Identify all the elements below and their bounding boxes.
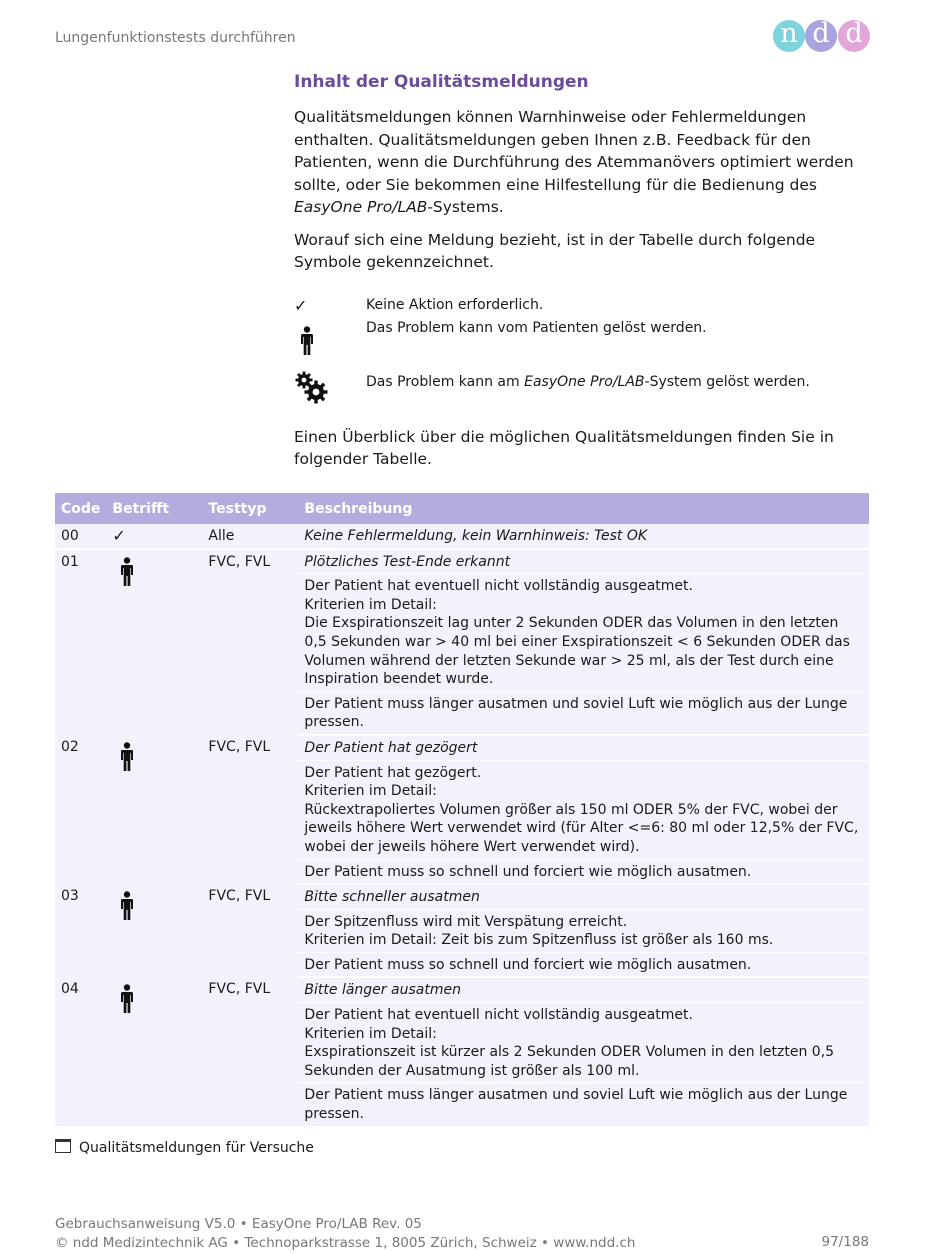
logo-letter-d1: d	[805, 20, 837, 52]
table-row: 01 FVC, FVL Plötzliches Test-Ende erkannt	[55, 549, 869, 574]
table-caption: Qualitätsmeldungen für Versuche	[55, 1139, 314, 1156]
symbol-paragraph: Worauf sich eine Meldung bezieht, ist in der Tabelle durch folgende Symbole gekennzeichnet.	[294, 230, 816, 271]
gears-icon	[294, 370, 328, 408]
table-row: 03 FVC, FVL Bitte schneller ausatmen	[55, 884, 869, 909]
check-icon: ✓	[106, 524, 202, 549]
person-icon	[106, 549, 202, 735]
logo-letter-d2: d	[838, 20, 870, 52]
intro-paragraph: Qualitätsmeldungen können Warnhinweise oder Fehlermeldungen enthalten. Qualitätsmeldungen geben Ihnen z.B. Feedback für den Patienten, wenn die Durchführung des Atemmanövers optimiert werden sollte, oder Sie bekommen eine Hilfestellung für die Bedienung des EasyOne Pro/LAB-Systems.	[294, 108, 854, 216]
header-betrifft: Betrifft	[106, 493, 202, 524]
table-row: 02 FVC, FVL Der Patient hat gezögert	[55, 735, 869, 760]
ndd-logo	[773, 20, 871, 52]
page-number: 97/188	[821, 1234, 869, 1250]
section-heading: Inhalt der Qualitätsmeldungen	[294, 72, 589, 92]
legend-patient: Das Problem kann vom Patienten gelöst werden.	[294, 320, 874, 368]
table-row: 04 FVC, FVL Bitte länger ausatmen	[55, 977, 869, 1002]
person-icon	[300, 326, 314, 360]
quality-messages-table	[55, 493, 869, 1127]
action-cell: Der Patient muss länger ausatmen und soviel Luft wie möglich aus der Lunge pressen.	[298, 691, 869, 735]
detail-cell: Der Patient hat eventuell nicht vollständig ausgeatmet. Kriterien im Detail: Exspirationszeit ist kürzer als 2 Sekunden ODER Volumen in den letzten 0,5 Sekunden der Ausatmung ist größer als 100 ml.	[298, 1003, 869, 1083]
header-testtyp: Testtyp	[202, 493, 298, 524]
action-cell: Der Patient muss länger ausatmen und soviel Luft wie möglich aus der Lunge pressen.	[298, 1083, 869, 1126]
page-footer: Gebrauchsanweisung V5.0 • EasyOne Pro/LAB Rev. 05 © ndd Medizintechnik AG • Technoparkstrasse 1, 8005 Zürich, Schweiz • www.ndd.ch	[55, 1216, 636, 1251]
legend-check: ✓ Keine Aktion erforderlich.	[294, 295, 544, 315]
detail-cell: Der Patient hat eventuell nicht vollständig ausgeatmet. Kriterien im Detail: Die Exspirationszeit lag unter 2 Sekunden ODER das Volumen in den letzten 0,5 Sekunden war > 40 ml bei einer Exspirationszeit < 6 Sekunden ODER das Volumen während der letzten Sekunde war > 25 ml, als der Test durch eine Inspiration beendet wurde.	[298, 574, 869, 692]
action-cell: Der Patient muss so schnell und forciert wie möglich ausatmen.	[298, 952, 869, 977]
table-icon	[55, 1139, 71, 1153]
person-icon	[106, 884, 202, 977]
person-icon	[106, 735, 202, 884]
check-icon: ✓	[294, 295, 308, 315]
header-beschreibung: Beschreibung	[298, 493, 869, 524]
person-icon	[106, 977, 202, 1126]
section-content	[294, 72, 874, 481]
detail-cell: Der Spitzenfluss wird mit Verspätung erreicht. Kriterien im Detail: Zeit bis zum Spitzenfluss ist größer als 160 ms.	[298, 909, 869, 952]
action-cell: Der Patient muss so schnell und forciert wie möglich ausatmen.	[298, 859, 869, 884]
running-header: Lungenfunktionstests durchführen	[55, 30, 296, 46]
detail-cell: Der Patient hat gezögert. Kriterien im Detail: Rückextrapoliertes Volumen größer als 150 ml ODER 5% der FVC, wobei der jeweils höhere Wert verwendet wird (für Alter <=6: 80 ml oder 12,5% der FVC, wobei der jeweils höhere Wert verwendet wird).	[298, 760, 869, 859]
legend-system: Das Problem kann am EasyOne Pro/LAB-System gelöst werden.	[294, 368, 874, 426]
table-row: 00 ✓ Alle Keine Fehlermeldung, kein Warnhinweis: Test OK	[55, 524, 869, 549]
header-code: Code	[55, 493, 106, 524]
table-header-row	[55, 493, 869, 524]
logo-letter-n: n	[773, 20, 805, 52]
overview-paragraph: Einen Überblick über die möglichen Qualitätsmeldungen finden Sie in folgender Tabelle.	[294, 427, 834, 468]
symbol-legend	[294, 296, 874, 426]
